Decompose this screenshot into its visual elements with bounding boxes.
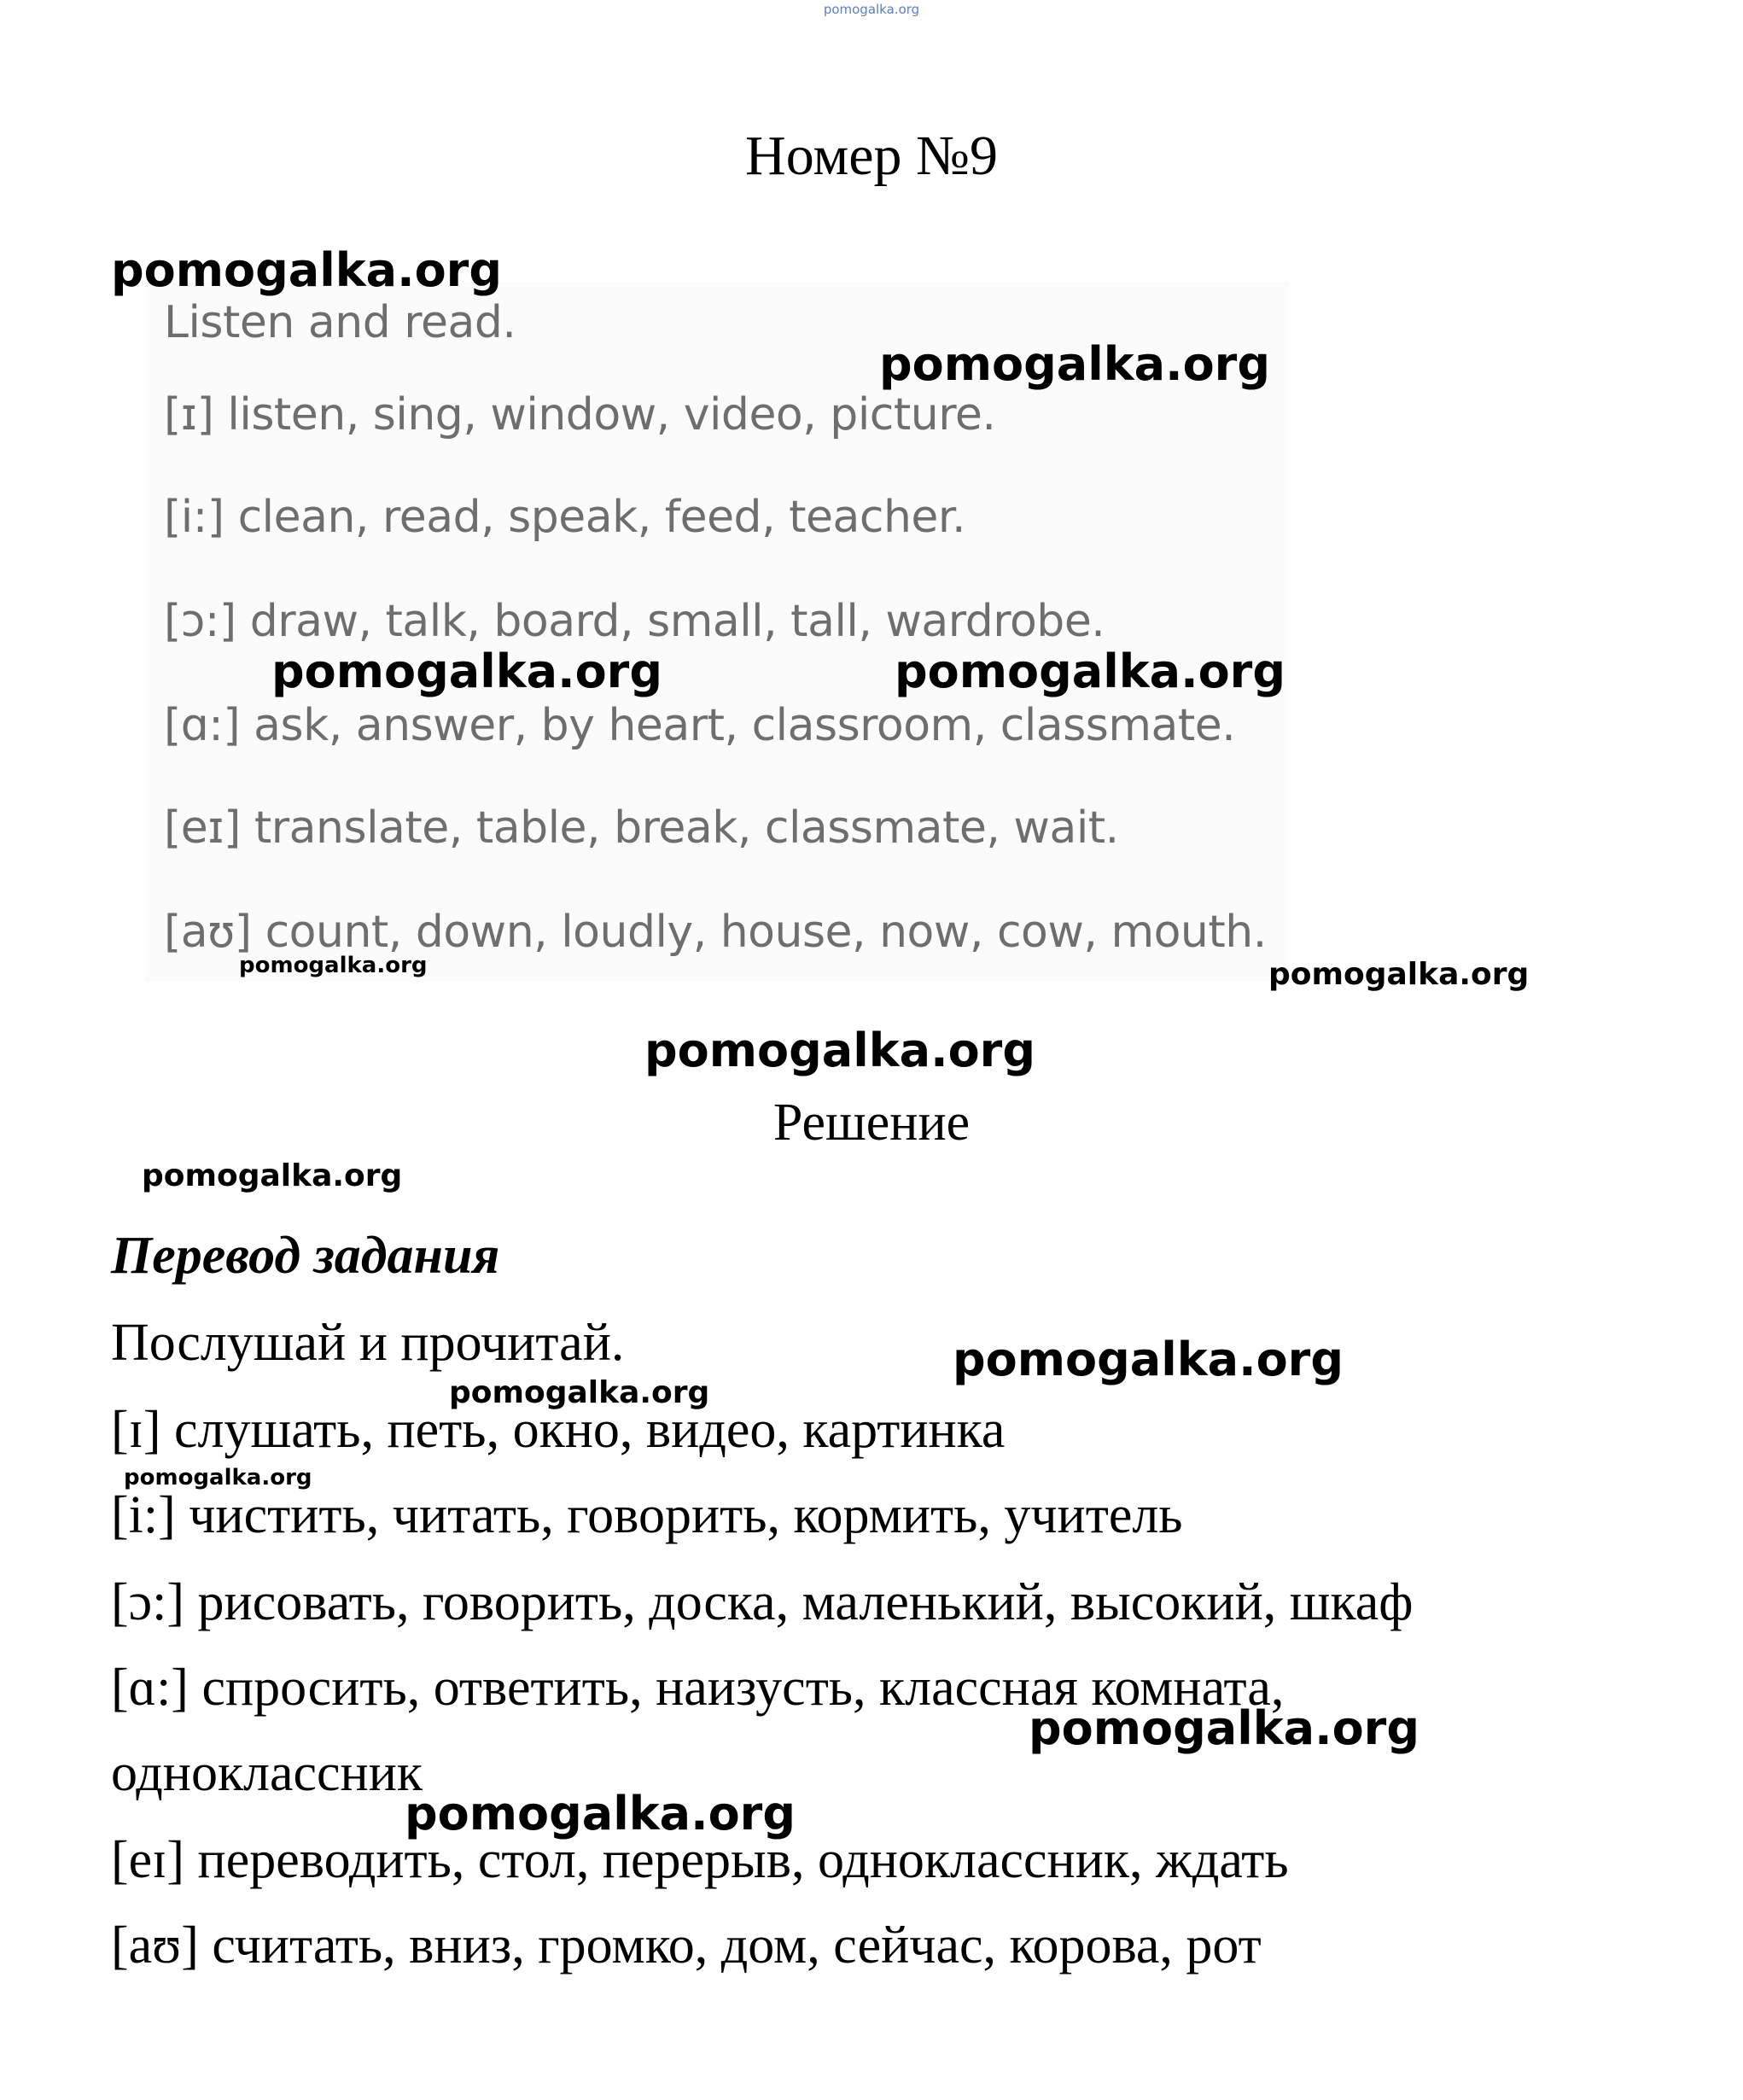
translation-line: [ɑ:] спросить, ответить, наизусть, классная комната,: [111, 1659, 1285, 1717]
translation-line: [aʊ] считать, вниз, громко, дом, сейчас, корова, рот: [111, 1916, 1262, 1975]
watermark: pomogalka.org: [271, 645, 662, 698]
watermark: pomogalka.org: [124, 1465, 312, 1490]
page-title: Номер №9: [745, 125, 998, 187]
solution-title: Решение: [772, 1094, 971, 1152]
watermark: pomogalka.org: [111, 243, 502, 297]
watermark: pomogalka.org: [405, 1787, 796, 1840]
textbook-line: [ɪ] listen, sing, window, video, picture.: [164, 389, 996, 440]
translation-line: [eɪ] переводить, стол, перерыв, одноклассник, ждать: [111, 1831, 1289, 1889]
watermark: pomogalka.org: [142, 1158, 403, 1193]
top-watermark: pomogalka.org: [823, 2, 920, 17]
watermark: pomogalka.org: [953, 1333, 1344, 1386]
textbook-line: [eɪ] translate, table, break, classmate, wait.: [164, 802, 1119, 854]
translation-line: одноклассник: [111, 1744, 423, 1802]
translation-line: [ɪ] слушать, петь, окно, видео, картинка: [111, 1401, 1006, 1459]
watermark: pomogalka.org: [895, 645, 1285, 698]
textbook-line: [aʊ] count, down, loudly, house, now, cow, mouth.: [164, 907, 1267, 958]
watermark: pomogalka.org: [449, 1375, 710, 1410]
watermark: pomogalka.org: [879, 337, 1270, 391]
translation-line: [ɔ:] рисовать, говорить, доска, маленький, высокий, шкаф: [111, 1573, 1414, 1631]
section-heading: Перевод задания: [111, 1227, 500, 1285]
textbook-line: [i:] clean, read, speak, feed, teacher.: [164, 492, 966, 543]
watermark: pomogalka.org: [1029, 1701, 1419, 1755]
textbook-line: [ɑ:] ask, answer, by heart, classroom, classmate.: [164, 700, 1236, 751]
textbook-line: [ɔ:] draw, talk, board, small, tall, wardrobe.: [164, 596, 1105, 647]
watermark: pomogalka.org: [1268, 957, 1530, 992]
textbook-instruction: Listen and read.: [164, 297, 516, 348]
translation-line: Послушай и прочитай.: [111, 1314, 625, 1372]
watermark: pomogalka.org: [644, 1024, 1035, 1077]
watermark: pomogalka.org: [239, 953, 428, 978]
translation-line: [i:] чистить, читать, говорить, кормить, учитель: [111, 1486, 1183, 1544]
